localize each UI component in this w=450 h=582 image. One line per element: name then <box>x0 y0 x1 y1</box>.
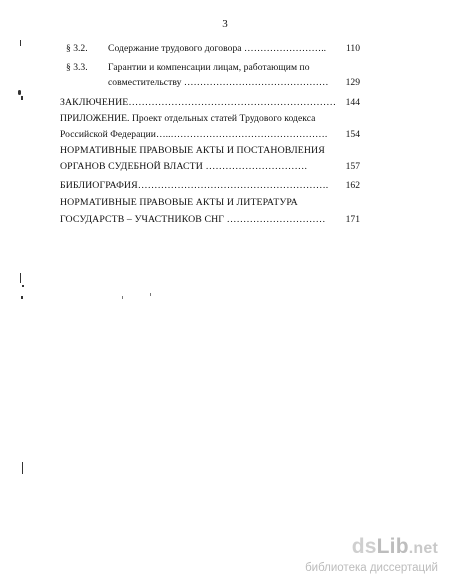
toc-entry-title: БИБЛИОГРАФИЯ…………………………………………………. <box>60 180 329 191</box>
toc-entry-title-cont: ГОСУДАРСТВ – УЧАСТНИКОВ СНГ ………………………… <box>60 214 326 225</box>
toc-entry-title: ПРИЛОЖЕНИЕ. Проект отдельных статей Трудового кодекса <box>60 113 316 124</box>
scan-artifact <box>18 90 21 95</box>
dslib-subtitle: библиотека диссертаций <box>305 562 438 574</box>
toc-section-number: § 3.3. <box>66 62 88 73</box>
toc-entry-title: ЗАКЛЮЧЕНИЕ……………………………………………………… <box>60 97 337 108</box>
page-number: 3 <box>222 18 228 30</box>
toc-entry-page: 154 <box>345 129 360 140</box>
scan-artifact <box>20 40 21 46</box>
scan-artifact <box>150 293 151 296</box>
toc-entry-page: 144 <box>345 97 360 108</box>
scan-artifact <box>21 96 23 100</box>
scan-artifact <box>22 462 23 474</box>
toc-entry-title-cont: совместительству ……………………………………… <box>108 77 329 88</box>
dslib-watermark <box>305 536 438 575</box>
toc-entry-page: 129 <box>345 77 360 88</box>
toc-entry-title-cont: Российской Федерации…..…………………………………………. <box>60 129 328 140</box>
toc-entry-title: Содержание трудового договора …………………….. <box>108 43 327 54</box>
dslib-logo: dsLib.net <box>351 535 438 558</box>
toc-entry-page: 162 <box>345 180 360 191</box>
toc-entry-title: НОРМАТИВНЫЕ ПРАВОВЫЕ АКТЫ И ПОСТАНОВЛЕНИЯ <box>60 145 325 156</box>
toc-section-number: § 3.2. <box>66 43 88 54</box>
scan-artifact <box>20 273 21 283</box>
scan-artifact <box>21 296 23 299</box>
scan-artifact <box>122 296 123 299</box>
toc-entry-title: Гарантии и компенсации лицам, работающим по <box>108 62 310 73</box>
toc-entry-page: 171 <box>345 214 360 225</box>
scan-artifact <box>22 285 24 287</box>
toc-entry-title-cont: ОРГАНОВ СУДЕБНОЙ ВЛАСТИ …………………………. <box>60 161 307 172</box>
toc-entry-page: 157 <box>345 161 360 172</box>
toc-entry-title: НОРМАТИВНЫЕ ПРАВОВЫЕ АКТЫ И ЛИТЕРАТУРА <box>60 197 298 208</box>
toc-entry-page: 110 <box>345 43 360 54</box>
